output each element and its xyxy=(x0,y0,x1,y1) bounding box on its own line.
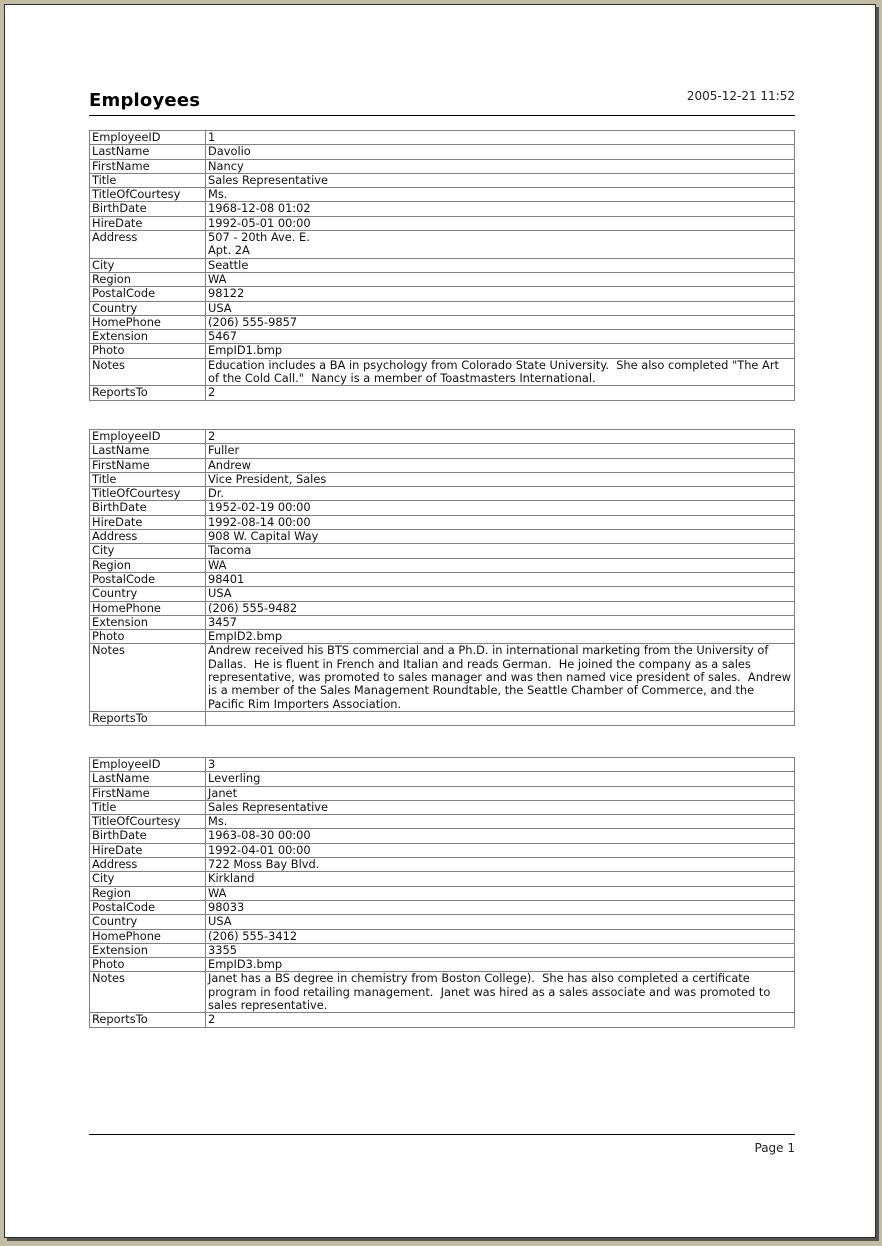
table-row xyxy=(90,258,795,272)
field-value: EmpID2.bmp xyxy=(206,630,795,644)
table-row xyxy=(90,202,795,216)
field-label: FirstName xyxy=(90,458,206,472)
field-label: Address xyxy=(90,231,206,259)
table-row xyxy=(90,644,795,711)
field-label: TitleOfCourtesy xyxy=(90,188,206,202)
field-label: City xyxy=(90,872,206,886)
table-row xyxy=(90,458,795,472)
field-value: Leverling xyxy=(206,772,795,786)
field-label: HomePhone xyxy=(90,315,206,329)
footer-divider xyxy=(89,1134,795,1135)
field-label: HomePhone xyxy=(90,929,206,943)
report-page xyxy=(4,4,876,1238)
table-row xyxy=(90,444,795,458)
table-row xyxy=(90,915,795,929)
table-row xyxy=(90,272,795,286)
table-row xyxy=(90,929,795,943)
field-label: ReportsTo xyxy=(90,386,206,400)
report-date: 2005-12-21 11:52 xyxy=(686,89,795,103)
field-value: 98033 xyxy=(206,900,795,914)
field-label: Photo xyxy=(90,630,206,644)
field-label: LastName xyxy=(90,444,206,458)
table-row xyxy=(90,772,795,786)
table-row xyxy=(90,558,795,572)
field-value: Vice President, Sales xyxy=(206,472,795,486)
field-label: TitleOfCourtesy xyxy=(90,815,206,829)
field-value: (206) 555-9857 xyxy=(206,315,795,329)
table-row xyxy=(90,131,795,145)
field-value: 1963-08-30 00:00 xyxy=(206,829,795,843)
table-row xyxy=(90,530,795,544)
field-label: Notes xyxy=(90,358,206,386)
field-label: PostalCode xyxy=(90,572,206,586)
field-label: Extension xyxy=(90,330,206,344)
field-value: Sales Representative xyxy=(206,800,795,814)
table-row xyxy=(90,843,795,857)
field-value: 1952-02-19 00:00 xyxy=(206,501,795,515)
field-label: EmployeeID xyxy=(90,131,206,145)
field-label: FirstName xyxy=(90,786,206,800)
table-row xyxy=(90,501,795,515)
employee-record xyxy=(89,130,795,401)
table-row xyxy=(90,758,795,772)
table-row xyxy=(90,287,795,301)
field-value: 3457 xyxy=(206,615,795,629)
table-row xyxy=(90,216,795,230)
table-row xyxy=(90,711,795,725)
page-number: Page 1 xyxy=(754,1141,795,1155)
field-label: HireDate xyxy=(90,843,206,857)
field-value: Andrew xyxy=(206,458,795,472)
field-value: 1 xyxy=(206,131,795,145)
field-value: Fuller xyxy=(206,444,795,458)
field-label: TitleOfCourtesy xyxy=(90,487,206,501)
header-divider xyxy=(89,115,795,116)
field-label: HireDate xyxy=(90,515,206,529)
table-row xyxy=(90,829,795,843)
field-label: Photo xyxy=(90,344,206,358)
table-row xyxy=(90,786,795,800)
field-label: Region xyxy=(90,886,206,900)
field-value: WA xyxy=(206,558,795,572)
field-label: LastName xyxy=(90,772,206,786)
field-value: 2 xyxy=(206,430,795,444)
table-row xyxy=(90,958,795,972)
field-value: 3 xyxy=(206,758,795,772)
table-row xyxy=(90,587,795,601)
field-value: Seattle xyxy=(206,258,795,272)
table-row xyxy=(90,572,795,586)
employee-record xyxy=(89,429,795,726)
field-value: USA xyxy=(206,587,795,601)
field-value: Janet has a BS degree in chemistry from Boston College). She has also completed a certificate program in food retailing management. Janet was hired as a sales associate and was promoted to sales representative. xyxy=(206,972,795,1013)
field-value: 2 xyxy=(206,386,795,400)
field-value: Ms. xyxy=(206,188,795,202)
table-row xyxy=(90,515,795,529)
field-value: 1968-12-08 01:02 xyxy=(206,202,795,216)
table-row xyxy=(90,943,795,957)
field-label: BirthDate xyxy=(90,202,206,216)
field-value: (206) 555-9482 xyxy=(206,601,795,615)
table-row xyxy=(90,358,795,386)
field-value: 98122 xyxy=(206,287,795,301)
table-row xyxy=(90,330,795,344)
table-row xyxy=(90,188,795,202)
field-label: EmployeeID xyxy=(90,758,206,772)
field-value: 1992-05-01 00:00 xyxy=(206,216,795,230)
table-row xyxy=(90,601,795,615)
field-value: Tacoma xyxy=(206,544,795,558)
table-row xyxy=(90,544,795,558)
field-label: Region xyxy=(90,558,206,572)
field-value: Davolio xyxy=(206,145,795,159)
field-value: 908 W. Capital Way xyxy=(206,530,795,544)
table-row xyxy=(90,615,795,629)
field-label: Title xyxy=(90,173,206,187)
field-label: LastName xyxy=(90,145,206,159)
field-label: FirstName xyxy=(90,159,206,173)
field-value: Janet xyxy=(206,786,795,800)
field-value: 722 Moss Bay Blvd. xyxy=(206,858,795,872)
table-row xyxy=(90,630,795,644)
field-label: Notes xyxy=(90,972,206,1013)
field-label: PostalCode xyxy=(90,287,206,301)
field-value: Andrew received his BTS commercial and a Ph.D. in international marketing from the University of Dallas. He is fluent in French and Italian and reads German. He joined the company as a sales representative, was promoted to sales manager and was then named vice president of sales. Andrew is a member of the Sales Management Roundtable, the Seattle Chamber of Commerce, and the Pacific Rim Importers Association. xyxy=(206,644,795,711)
field-value: 5467 xyxy=(206,330,795,344)
table-row xyxy=(90,344,795,358)
field-value: Sales Representative xyxy=(206,173,795,187)
table-row xyxy=(90,173,795,187)
field-value: USA xyxy=(206,915,795,929)
field-label: Country xyxy=(90,301,206,315)
field-label: Title xyxy=(90,800,206,814)
employee-record xyxy=(89,757,795,1028)
table-row xyxy=(90,315,795,329)
field-label: PostalCode xyxy=(90,900,206,914)
field-label: Country xyxy=(90,587,206,601)
field-value: Ms. xyxy=(206,815,795,829)
field-value: 507 - 20th Ave. E. Apt. 2A xyxy=(206,231,795,259)
table-row xyxy=(90,159,795,173)
table-row xyxy=(90,145,795,159)
field-value: 1992-08-14 00:00 xyxy=(206,515,795,529)
field-label: EmployeeID xyxy=(90,430,206,444)
field-value: 2 xyxy=(206,1013,795,1027)
table-row xyxy=(90,472,795,486)
field-label: Photo xyxy=(90,958,206,972)
field-label: Extension xyxy=(90,943,206,957)
table-row xyxy=(90,231,795,259)
field-value: Education includes a BA in psychology from Colorado State University. She also completed "The Art of the Cold Call." Nancy is a member of Toastmasters International. xyxy=(206,358,795,386)
field-value: EmpID3.bmp xyxy=(206,958,795,972)
table-row xyxy=(90,301,795,315)
field-label: Title xyxy=(90,472,206,486)
table-row xyxy=(90,858,795,872)
field-label: ReportsTo xyxy=(90,711,206,725)
field-label: Address xyxy=(90,530,206,544)
field-label: HireDate xyxy=(90,216,206,230)
field-value: USA xyxy=(206,301,795,315)
table-row xyxy=(90,1013,795,1027)
field-value: WA xyxy=(206,272,795,286)
field-label: HomePhone xyxy=(90,601,206,615)
field-value: (206) 555-3412 xyxy=(206,929,795,943)
table-row xyxy=(90,800,795,814)
field-value: Dr. xyxy=(206,487,795,501)
table-row xyxy=(90,886,795,900)
field-value: Nancy xyxy=(206,159,795,173)
table-row xyxy=(90,815,795,829)
table-row xyxy=(90,386,795,400)
field-value xyxy=(206,711,795,725)
table-row xyxy=(90,430,795,444)
table-row xyxy=(90,900,795,914)
table-row xyxy=(90,872,795,886)
field-label: Notes xyxy=(90,644,206,711)
field-label: City xyxy=(90,258,206,272)
field-value: WA xyxy=(206,886,795,900)
field-label: Region xyxy=(90,272,206,286)
field-value: 1992-04-01 00:00 xyxy=(206,843,795,857)
field-label: BirthDate xyxy=(90,829,206,843)
field-label: Country xyxy=(90,915,206,929)
field-value: 3355 xyxy=(206,943,795,957)
field-label: Extension xyxy=(90,615,206,629)
field-label: ReportsTo xyxy=(90,1013,206,1027)
field-label: City xyxy=(90,544,206,558)
field-label: BirthDate xyxy=(90,501,206,515)
field-value: EmpID1.bmp xyxy=(206,344,795,358)
report-title: Employees xyxy=(89,90,201,111)
table-row xyxy=(90,487,795,501)
field-label: Address xyxy=(90,858,206,872)
field-value: 98401 xyxy=(206,572,795,586)
field-value: Kirkland xyxy=(206,872,795,886)
table-row xyxy=(90,972,795,1013)
